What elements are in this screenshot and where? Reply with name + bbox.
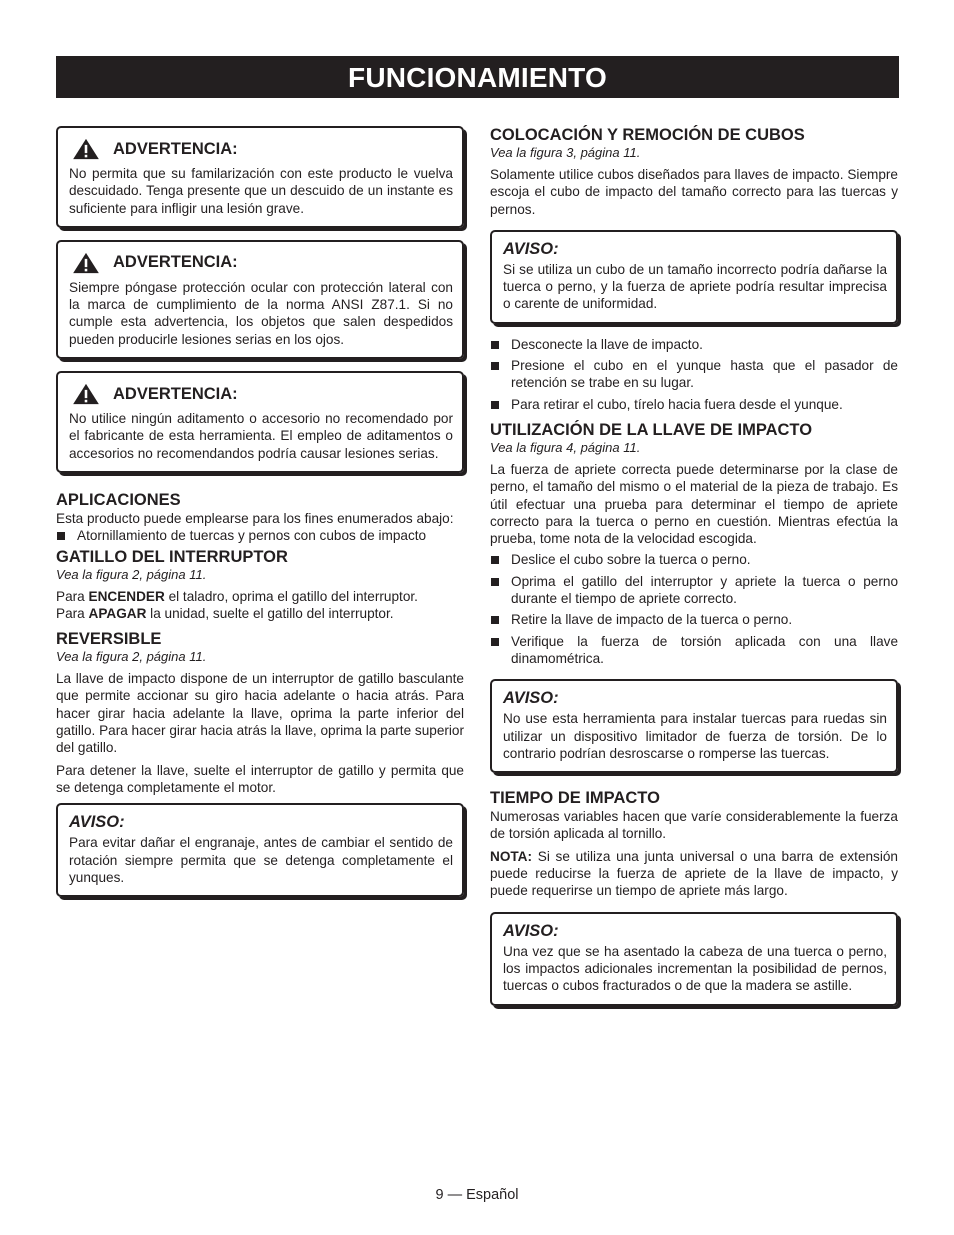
warning-box-accessories: [56, 371, 464, 473]
list-item: Oprima el gatillo del interruptor y apriete la tuerca o perno durante el tiempo de apriete correcto.: [490, 573, 898, 608]
figure-reference: Vea la figura 2, página 11.: [56, 566, 207, 582]
aviso-box-engranaje: [56, 803, 464, 897]
section-heading-reversible: REVERSIBLE: [56, 630, 162, 649]
aviso-text: No use esta herramienta para instalar tuercas para ruedas sin utilizar un dispositivo limitador de fuerza de torsión. De lo contrario podrían desroscarse o romperse las tuercas.: [503, 711, 887, 761]
gatillo-on-text: Para ENCENDER el taladro, oprima el gatillo del interruptor.: [56, 588, 418, 604]
aviso-text: Si se utiliza un cubo de un tamaño incorrecto podría dañarse la tuerca o perno, y la fuerza de apriete podría resultar imprecisa o carente de uniformidad.: [503, 261, 887, 312]
nota-text: NOTA: Si se utiliza una junta universal o una barra de extensión puede reducirse la fuerza de apriete de la llave de impacto, y puede requerirse un tiempo de apriete más largo.: [490, 848, 898, 899]
figure-reference: Vea la figura 2, página 11.: [56, 649, 207, 665]
warning-title: ADVERTENCIA:: [113, 384, 238, 403]
warning-header: [71, 138, 453, 160]
figure-reference: Vea la figura 4, página 11.: [490, 439, 641, 455]
square-bullet-icon: [491, 616, 499, 624]
page-title: FUNCIONAMIENTO: [56, 56, 899, 98]
list-item: Verifique la fuerza de torsión aplicada con una llave dinamométrica.: [490, 633, 898, 668]
section-heading-aplicaciones: APLICACIONES: [56, 490, 181, 509]
reversible-text-1: La llave de impacto dispone de un interruptor de gatillo basculante que permite accionar su giro hacia adelante o hacia atrás. Para hacer girar hacia adelante la llave, oprima la parte inferior del gatillo. Para hacer girar hacia atrás la llave, oprima la parte superior del gatillo.: [56, 671, 465, 756]
utilizacion-text: La fuerza de apriete correcta puede determinarse por la clase de perno, el tamaño del mismo o el material de la pieza de trabajo. Es útil efectuar una prueba para determinar el tiempo de apriete correcto para la tuerca o perno en cuestión. Mientras efectúa la prueba, tome nota de la velocidad escogida.: [490, 461, 898, 547]
tiempo-text: Numerosas variables hacen que varíe considerablemente la fuerza de torsión aplicada al tornillo.: [490, 809, 898, 842]
figure-reference: Vea la figura 3, página 11.: [490, 145, 641, 160]
list-item: Desconecte la llave de impacto.: [490, 336, 898, 353]
aviso-box-impactos: [490, 912, 898, 1006]
list-item: Presione el cubo en el yunque hasta que el pasador de retención se trabe en su lugar.: [490, 357, 898, 392]
warning-title: ADVERTENCIA:: [113, 253, 238, 272]
aviso-title: AVISO:: [69, 813, 125, 832]
utilizacion-list: [490, 551, 898, 667]
section-heading-utilizacion: UTILIZACIÓN DE LA LLAVE DE IMPACTO: [490, 420, 813, 439]
square-bullet-icon: [491, 362, 499, 370]
aviso-title: AVISO:: [503, 239, 559, 258]
square-bullet-icon: [491, 638, 499, 646]
aplicaciones-list: [56, 527, 464, 544]
aviso-text: Para evitar dañar el engranaje, antes de cambiar el sentido de rotación siempre permita que se detenga completamente el yunques.: [69, 835, 453, 885]
section-heading-cubos: COLOCACIÓN Y REMOCIÓN DE CUBOS: [490, 126, 805, 144]
list-item: Deslice el cubo sobre la tuerca o perno.: [490, 551, 898, 568]
aplicaciones-text: Esta producto puede emplearse para los fines enumerados abajo:: [56, 510, 454, 526]
cubos-text: Solamente utilice cubos diseñados para llaves de impacto. Siempre escoja el cubo de impacto del tamaño correcto para las tuercas y pernos.: [490, 167, 898, 217]
aviso-title: AVISO:: [503, 689, 559, 708]
warning-triangle-icon: [71, 252, 101, 274]
warning-triangle-icon: [71, 383, 101, 405]
page-footer: 9 — Español: [435, 1187, 519, 1203]
right-column: [490, 126, 898, 1018]
aviso-box-ruedas: [490, 679, 898, 773]
nota-label: NOTA:: [490, 848, 533, 864]
warning-text: No utilice ningún aditamento o accesorio no recomendado por el fabricante de esta herramienta. El empleo de aditamentos o accesorios no recomendandos podría causar lesiones serias.: [69, 411, 453, 461]
section-heading-tiempo: TIEMPO DE IMPACTO: [490, 789, 660, 808]
square-bullet-icon: [57, 532, 65, 540]
warning-header: [71, 383, 453, 405]
reversible-text-2: Para detener la llave, suelte el interruptor de gatillo y permita que se detenga completamente el motor.: [56, 762, 464, 795]
square-bullet-icon: [491, 578, 499, 586]
section-heading-gatillo: GATILLO DEL INTERRUPTOR: [56, 547, 288, 566]
list-item: Retire la llave de impacto de la tuerca o perno.: [490, 611, 898, 628]
aviso-title: AVISO:: [503, 921, 559, 940]
square-bullet-icon: [491, 341, 499, 349]
list-item: Para retirar el cubo, tírelo hacia fuera desde el yunque.: [490, 396, 898, 413]
square-bullet-icon: [491, 556, 499, 564]
aviso-box-cubo: [490, 230, 898, 324]
cubos-list: [490, 336, 898, 413]
warning-header: [71, 252, 453, 274]
list-item: Atornillamiento de tuercas y pernos con cubos de impacto: [56, 527, 464, 544]
warning-box-familiarity: [56, 126, 464, 228]
aviso-text: Una vez que se ha asentado la cabeza de una tuerca o perno, los impactos adicionales incrementan la posibilidad de pernos, tuercas o cubos fracturados o de que la madera se astille.: [503, 943, 887, 994]
warning-box-eye-protection: [56, 240, 464, 359]
warning-text: No permita que su familarización con este producto le vuelva descuidado. Tenga presente que un descuido de un instante es suficiente para infligir una lesión grave.: [69, 166, 453, 216]
left-column: [56, 126, 464, 909]
warning-title: ADVERTENCIA:: [113, 139, 238, 158]
warning-text: Siempre póngase protección ocular con protección lateral con la marca de cumplimiento de la norma ANSI Z87.1. Si no cumple esta advertencia, los objetos que salen despedidos pueden producirle lesiones serias en los ojos.: [69, 279, 453, 347]
warning-triangle-icon: [71, 138, 101, 160]
square-bullet-icon: [491, 401, 499, 409]
gatillo-off-text: Para APAGAR la unidad, suelte el gatillo del interruptor.: [56, 605, 394, 621]
